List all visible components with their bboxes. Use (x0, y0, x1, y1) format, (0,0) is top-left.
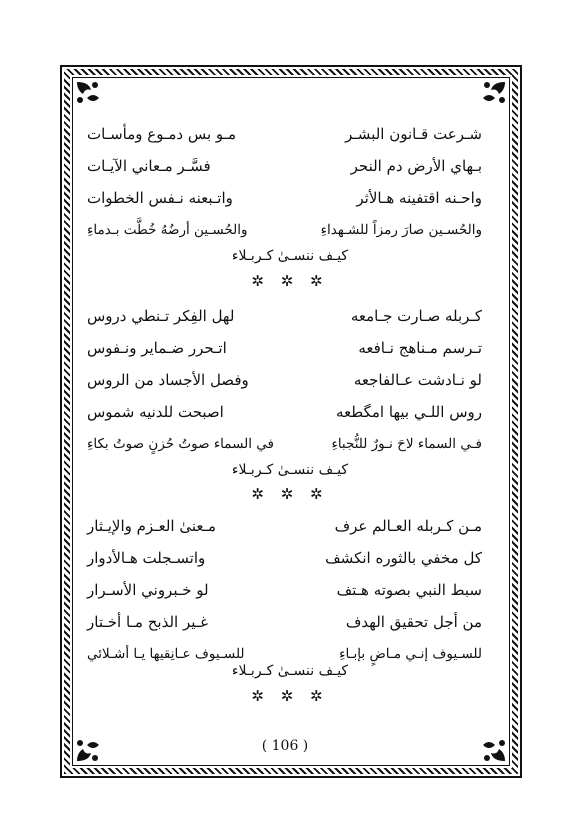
hemistich-left: في السماء صوتُ حُزنٍ صوتُ بكاءِ (87, 436, 275, 452)
verse-line (87, 214, 482, 246)
verse-line (87, 574, 482, 606)
hemistich-left: اتـحرر ضـماير ونـفوس (87, 339, 227, 357)
refrain: كيـف ننسـىٰ كـربـلاء (231, 462, 349, 478)
stanza-1 (87, 118, 482, 246)
hemistich-left: غـير الذبح مـا أخـتار (87, 613, 208, 631)
verse-line (87, 428, 482, 460)
verse-line (87, 542, 482, 574)
verse-line (87, 182, 482, 214)
hemistich-left: مـو بس دمـوع ومأسـات (87, 125, 237, 143)
hemistich-left: وفصل الأجساد من الروس (87, 371, 249, 389)
hemistich-left: للسـيوف عـانِقيها يـا أشـلائي (87, 646, 245, 662)
stanza-3 (87, 510, 482, 670)
refrain: كيـف ننسـىٰ كـربـلاء (231, 663, 349, 679)
floral-corner-ornament-icon (75, 80, 105, 110)
hemistich-right: شـرعت قـانون البشـر (345, 125, 482, 143)
hemistich-left: اصبحت للدنيه شموس (87, 403, 224, 421)
hemistich-right: مـن كـربله العـالم عرف (334, 517, 482, 535)
hemistich-left: لو خـبروني الأسـرار (87, 581, 209, 599)
hemistich-left: فسَّـر مـعاني الآيـات (87, 157, 211, 175)
hemistich-right: تـرسم مـناهج نـافعه (358, 339, 482, 357)
verse-line (87, 150, 482, 182)
hemistich-right: والحُسـين صارَ رمزاً للشـهداءِ (320, 222, 482, 238)
hemistich-right: واحـنه اقتفينه هـالأثر (356, 189, 482, 207)
hemistich-right: فـي السماء لاحَ نـورٌ للنُّجباءِ (331, 436, 482, 452)
stanza-2 (87, 300, 482, 460)
verse-line (87, 606, 482, 638)
hemistich-right: روس اللـي بيها امگطعه (336, 403, 482, 421)
hemistich-right: من أجل تحقيق الهدف (345, 613, 482, 631)
hemistich-left: واتـبعنه نـفس الخطوات (87, 189, 233, 207)
hemistich-right: سبط النبي بصوته هـتف (336, 581, 482, 599)
verse-line (87, 364, 482, 396)
hemistich-right: كـربله صـارت جـامعه (350, 307, 482, 325)
floral-corner-ornament-icon (477, 80, 507, 110)
verse-line (87, 300, 482, 332)
hemistich-left: والحُسـين أرضُهُ خُطَّت بـدماءِ (87, 222, 248, 238)
page-number: ( 106 ) (261, 738, 309, 754)
hemistich-left: لهل الفِكر تـنطي دروس (87, 307, 235, 325)
hemistich-right: بـهاي الأرض دم النحر (350, 157, 482, 175)
hemistich-right: كل مخفي بالثوره انكشف (325, 549, 482, 567)
refrain: كيـف ننسـىٰ كـربـلاء (231, 248, 349, 264)
hemistich-left: مـعنىٰ العـزم والإيـثار (87, 517, 217, 535)
hemistich-right: لو نـادشت عـالفاجعه (353, 371, 482, 389)
verse-line (87, 332, 482, 364)
verse-line (87, 118, 482, 150)
star-separator: ✲ ✲ ✲ (251, 485, 329, 503)
verse-line (87, 396, 482, 428)
verse-line (87, 510, 482, 542)
star-separator: ✲ ✲ ✲ (251, 687, 329, 705)
hemistich-right: للسـيوف إنـي مـاضٍ بإبـاءِ (339, 646, 482, 662)
star-separator: ✲ ✲ ✲ (251, 272, 329, 290)
hemistich-left: واتسـجلت هـالأدوار (87, 549, 206, 567)
